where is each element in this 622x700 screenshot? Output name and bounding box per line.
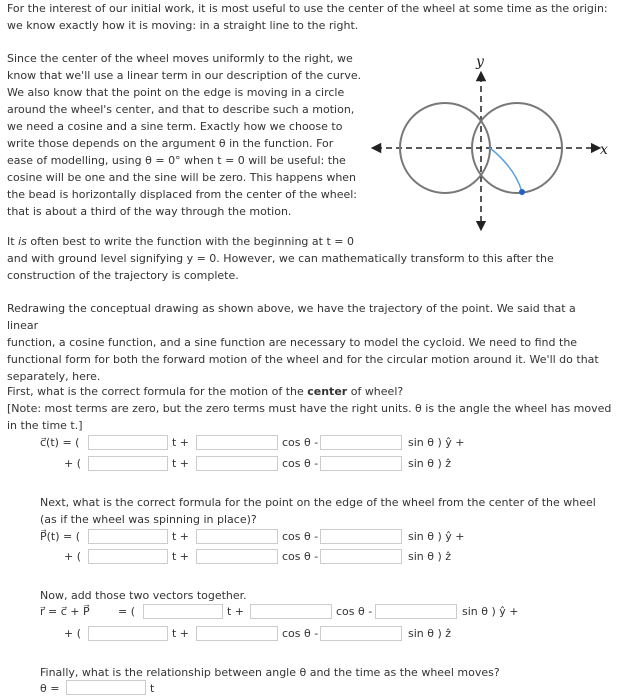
q3-input-5[interactable] — [196, 626, 278, 641]
trajectory-curve — [490, 148, 522, 192]
text-line: know that we'll use a linear term in our description of the curve. — [7, 69, 362, 82]
q1-input-3[interactable] — [320, 435, 402, 450]
q2-lhs: P⃗(t) = ( — [40, 530, 81, 543]
text-line: Since the center of the wheel moves uniformly to the right, we — [7, 52, 353, 65]
intro-line: For the interest of our initial work, it is most useful to use the center of the wheel at some time as the origin: — [7, 2, 608, 15]
text-line: around the wheel's center, and that to describe such a motion, — [7, 103, 355, 116]
q2-input-5[interactable] — [196, 549, 278, 564]
q3-t-plus: t + — [227, 605, 245, 618]
q1-sin-y: sin θ ) ŷ + — [408, 436, 465, 449]
cycloid-diagram — [366, 46, 616, 231]
q3-input-1[interactable] — [143, 604, 223, 619]
text-line: cosine will be one and the sine will be zero. This happens when — [7, 171, 357, 184]
q1-input-1[interactable] — [88, 435, 168, 450]
x-axis-label: x — [600, 142, 608, 158]
q3-t-plus: t + — [172, 627, 190, 640]
q2-t-plus: t + — [172, 530, 190, 543]
question-1-prompt — [7, 383, 612, 434]
text-line: ease of modelling, using θ = 0° when t = 0 will be useful: the — [7, 154, 346, 167]
text-line: [Note: most terms are zero, but the zero terms must have the right units. θ is the angle the wheel has moved — [7, 402, 612, 415]
q2-sin-z: sin θ ) ẑ — [408, 550, 452, 563]
q1-input-5[interactable] — [196, 456, 278, 471]
text-line — [7, 233, 607, 250]
q1-input-6[interactable] — [320, 456, 402, 471]
text-line: in the time t.] — [7, 419, 83, 432]
y-axis-label: y — [476, 54, 484, 70]
q2-input-2[interactable] — [196, 529, 278, 544]
q1-t-plus: t + — [172, 457, 190, 470]
q3-input-3[interactable] — [375, 604, 457, 619]
q3-lhs: r⃗ = c⃗ + P⃗ — [40, 605, 90, 618]
note-paragraph — [7, 233, 607, 284]
q3-plus-open: + ( — [64, 627, 82, 640]
q1-input-2[interactable] — [196, 435, 278, 450]
intro-paragraph — [7, 0, 619, 34]
explanation-paragraph — [7, 50, 362, 220]
text-line: that is about a third of the way through the motion. — [7, 205, 292, 218]
question-4-prompt: Finally, what is the relationship between angle θ and the time as the wheel moves? — [40, 666, 500, 679]
question-3-prompt: Now, add those two vectors together. — [40, 589, 247, 602]
q4-unit: t — [150, 682, 155, 695]
q2-sin-y: sin θ ) ŷ + — [408, 530, 465, 543]
q2-t-plus: t + — [172, 550, 190, 563]
text-line: construction of the trajectory is complete. — [7, 269, 239, 282]
text-line: We also know that the point on the edge is moving in a circle — [7, 86, 345, 99]
text-line: Redrawing the conceptual drawing as shown above, we have the trajectory of the point. We said that a linear — [7, 302, 576, 332]
text-line — [7, 383, 612, 400]
q2-cos: cos θ - — [282, 550, 319, 563]
q1-sin-z: sin θ ) ẑ — [408, 457, 452, 470]
q1-t-plus: t + — [172, 436, 190, 449]
text-line: separately, here. — [7, 370, 101, 383]
text-line: write those depends on the argument θ in the function. For — [7, 137, 334, 150]
q2-plus-open: + ( — [64, 550, 82, 563]
text-span: It — [7, 235, 19, 248]
q3-cos: cos θ - — [282, 627, 319, 640]
text-line: we need a cosine and a sine term. Exactly how we choose to — [7, 120, 343, 133]
text-line: Next, what is the correct formula for the point on the edge of the wheel from the center of the wheel — [40, 496, 596, 509]
q4-lhs: θ = — [40, 682, 60, 695]
q1-input-4[interactable] — [88, 456, 168, 471]
q4-input-1[interactable] — [66, 680, 146, 695]
redraw-paragraph — [7, 300, 607, 385]
text-line: the bead is horizontally displaced from the center of the wheel: — [7, 188, 358, 201]
q3-input-4[interactable] — [88, 626, 168, 641]
q3-input-6[interactable] — [320, 626, 402, 641]
q2-input-3[interactable] — [320, 529, 402, 544]
q2-input-4[interactable] — [88, 549, 168, 564]
text-line: functional form for both the forward motion of the wheel and for the circular motion around it. We'll do that — [7, 353, 599, 366]
q1-plus-open: + ( — [64, 457, 82, 470]
q2-cos: cos θ - — [282, 530, 319, 543]
q1-cos: cos θ - — [282, 457, 319, 470]
q2-input-6[interactable] — [320, 549, 402, 564]
q3-sin-y: sin θ ) ŷ + — [462, 605, 519, 618]
q3-eq-open: = ( — [118, 605, 136, 618]
text-line: function, a cosine function, and a sine function are necessary to model the cycloid. We need to find the — [7, 336, 578, 349]
question-2-prompt — [40, 494, 610, 528]
q2-input-1[interactable] — [88, 529, 168, 544]
text-span: of wheel? — [347, 385, 404, 398]
bold-text: center — [307, 385, 348, 398]
bead-point — [519, 189, 525, 195]
text-span: often best to write the function with the beginning at t = 0 — [26, 235, 354, 248]
intro-line: we know exactly how it is moving: in a straight line to the right. — [7, 19, 359, 32]
q3-input-2[interactable] — [250, 604, 332, 619]
q3-cos: cos θ - — [336, 605, 373, 618]
q1-cos: cos θ - — [282, 436, 319, 449]
text-line: (as if the wheel was spinning in place)? — [40, 513, 257, 526]
q1-lhs: c⃗(t) = ( — [40, 436, 80, 449]
q3-sin-z: sin θ ) ẑ — [408, 627, 452, 640]
text-span: First, what is the correct formula for the motion of the — [7, 385, 308, 398]
emphasis-text: is — [18, 235, 27, 248]
text-line: and with ground level signifying y = 0. However, we can mathematically transform to this after the — [7, 252, 554, 265]
